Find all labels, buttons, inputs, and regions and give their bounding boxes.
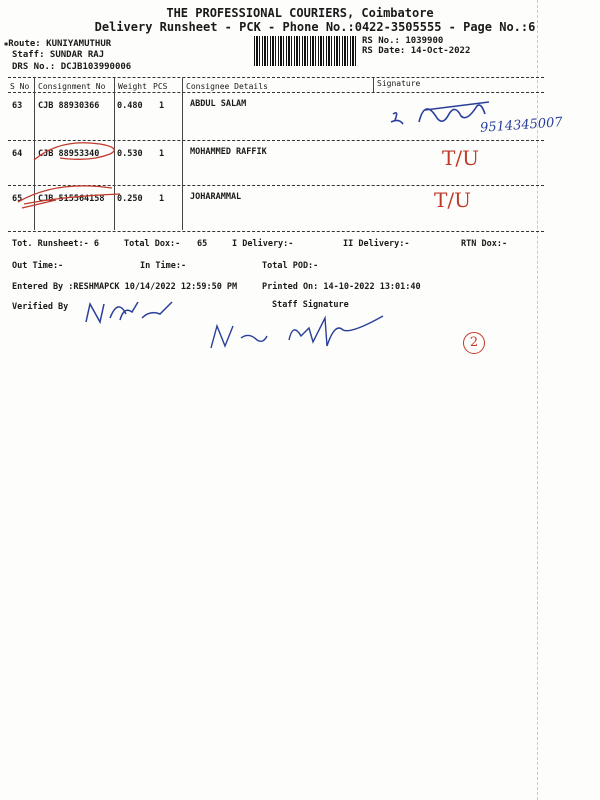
verified-by: Verified By (12, 302, 69, 312)
circled-page-mark: 2 (463, 332, 485, 354)
row-weight: 0.480 (117, 101, 143, 111)
route-label: ✱Route: KUNIYAMUTHUR (4, 39, 112, 49)
table-bottom-rule (8, 231, 544, 232)
rs-date: RS Date: 14-Oct-2022 (362, 46, 471, 56)
column-divider (373, 78, 374, 92)
drs-number: DRS No.: DCJB103990006 (12, 62, 132, 72)
runsheet-title: Delivery Runsheet - PCK - Phone No.:0422-3505555 - Page No.:6 (94, 20, 536, 34)
row-sno: 65 (12, 194, 23, 204)
i-delivery: I Delivery:- (232, 239, 294, 249)
total-dox-label: Total Dox:- (124, 239, 181, 249)
row-consignee: MOHAMMED RAFFIK (190, 147, 267, 157)
row-weight: 0.530 (117, 149, 143, 159)
rs-number: RS No.: 1039900 (362, 36, 444, 46)
col-weight: Weight (118, 82, 147, 91)
col-sno: S No (10, 82, 30, 91)
row-consignment: CJB 88953340 (38, 149, 100, 159)
row-sno: 63 (12, 101, 23, 111)
printed-on: Printed On: 14-10-2022 13:01:40 (262, 282, 421, 292)
col-consignee: Consignee Details (186, 82, 268, 91)
handwritten-mark-row-64: T/U (442, 146, 479, 170)
staff-label: Staff: SUNDAR RAJ (12, 50, 105, 60)
strike-scribble-65 (16, 182, 126, 212)
handwritten-phone-number: 9514345007 (479, 115, 564, 136)
row-pcs: 1 (159, 194, 165, 204)
rtn-dox: RTN Dox:- (461, 239, 508, 249)
total-dox-value: 65 (197, 239, 208, 249)
in-time: In Time:- (140, 261, 187, 271)
total-pod: Total POD:- (262, 261, 319, 271)
company-title: THE PROFESSIONAL COURIERS, Coimbatore (166, 6, 434, 20)
column-divider (182, 78, 183, 230)
row-weight: 0.250 (117, 194, 143, 204)
tot-runsheet: Tot. Runsheet:- 6 (12, 239, 99, 249)
ii-delivery: II Delivery:- (343, 239, 410, 249)
row-consignment: CJB 88930366 (38, 101, 100, 111)
col-consignment: Consignment No (38, 82, 106, 91)
staff-signature (205, 312, 385, 356)
row-sno: 64 (12, 149, 23, 159)
table-top-rule (8, 77, 544, 78)
staff-signature-label: Staff Signature (272, 300, 349, 310)
row-consignee: ABDUL SALAM (190, 99, 247, 109)
row-pcs: 1 (159, 149, 165, 159)
row-consignment: CJB 515564158 (38, 194, 105, 204)
entered-by: Entered By :RESHMAPCK 10/14/2022 12:59:50 PM (12, 282, 238, 292)
handwritten-mark-row-65: T/U (434, 188, 471, 212)
strike-scribble-64 (30, 136, 130, 166)
row-pcs: 1 (159, 101, 165, 111)
col-signature: Signature (377, 79, 421, 88)
col-pcs: PCS (153, 82, 168, 91)
row-consignee: JOHARAMMAL (190, 192, 242, 202)
barcode (254, 36, 358, 66)
out-time: Out Time:- (12, 261, 64, 271)
verifier-signature (80, 294, 180, 330)
